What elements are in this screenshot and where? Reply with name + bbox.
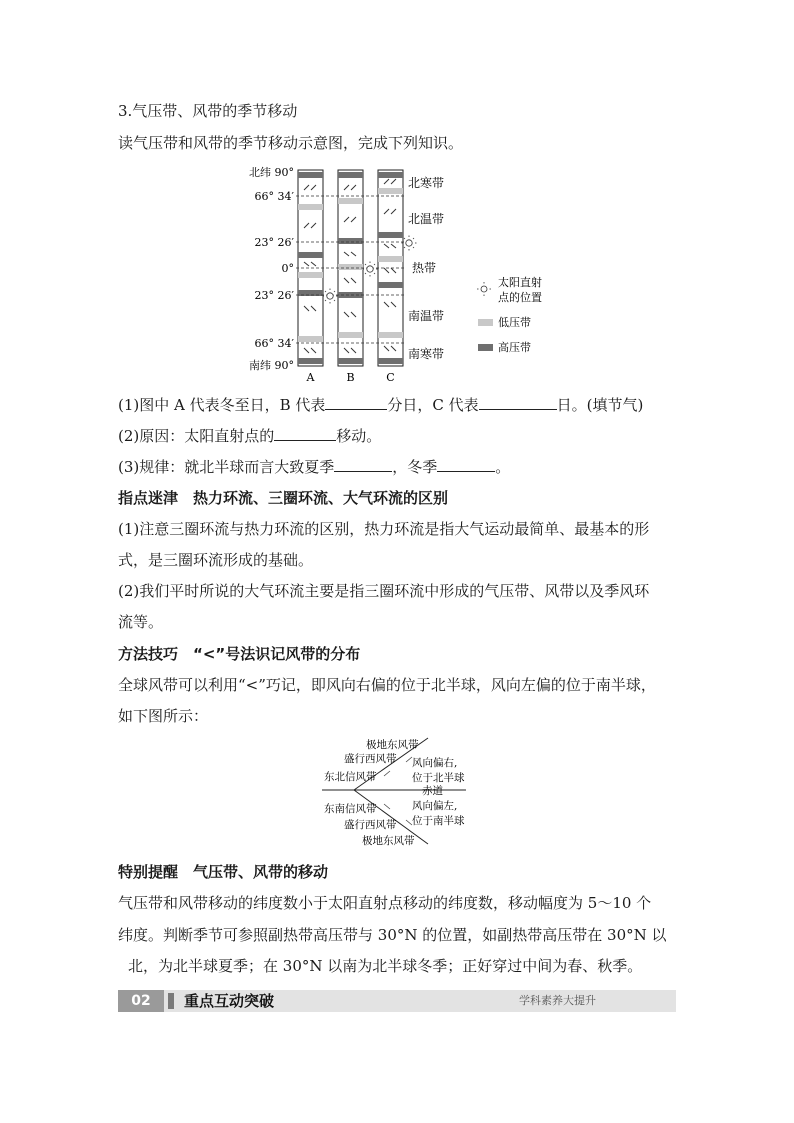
tip2-line2: 如下图所示： [118, 707, 209, 725]
sun-icon [363, 262, 378, 277]
section-heading: 3.气压带、风带的季节移动 [118, 102, 298, 120]
q3-part-c: 。 [495, 458, 511, 476]
se-trade-winds: 东南信风带 [324, 803, 377, 815]
tip1-p1-line2: 式，是三圈环流形成的基础。 [118, 551, 314, 569]
q1-part-a: (1)图中 A 代表冬至日，B 代表 [118, 396, 326, 414]
tip2-line1: 全球风带可以利用“<”巧记，即风向右偏的位于北半球，风向左偏的位于南半球， [118, 676, 656, 694]
answer-blank[interactable] [334, 457, 392, 472]
equator-label: 赤道 [422, 785, 443, 797]
northern-hemisphere-label: 位于北半球 [412, 772, 465, 784]
tip1-p2-line1: (2)我们平时所说的大气环流主要是指三圈环流中形成的气压带、风带以及季风环 [118, 582, 650, 600]
ne-trade-winds: 东北信风带 [324, 771, 377, 783]
legend-high-label: 高压带 [498, 341, 531, 354]
n-polar-easterlies: 极地东风带 [366, 739, 419, 751]
n-westerlies: 盛行西风带 [344, 753, 397, 765]
q3-part-b: ，冬季 [392, 458, 438, 476]
section-number: 02 [118, 990, 164, 1012]
column-c [378, 170, 403, 384]
tip2-title: 方法技巧 “<”号法识记风带的分布 [118, 645, 361, 663]
right-deflect-label: 风向偏右, [412, 757, 458, 769]
legend-sun-line1: 太阳直射 [498, 276, 542, 289]
lat-label-n66: 66° 34′ [254, 190, 294, 203]
s-polar-easterlies: 极地东风带 [362, 835, 415, 847]
legend-low-label: 低压带 [498, 316, 531, 329]
lat-label-s90: 南纬 90° [249, 359, 294, 372]
column-b [338, 170, 363, 384]
zone-label-n-frigid: 北寒带 [408, 176, 445, 190]
lat-label-0: 0° [281, 262, 294, 275]
lat-label-s66: 66° 34′ [254, 337, 294, 350]
legend-sun-line2: 点的位置 [498, 291, 542, 304]
zone-label-s-frigid: 南寒带 [408, 347, 445, 361]
tip1-title: 指点迷津 热力环流、三圈环流、大气环流的区别 [118, 489, 449, 507]
column-a [298, 170, 323, 384]
wind-belt-lt-diagram [318, 732, 488, 850]
section-title: 重点互动突破 [184, 992, 275, 1010]
answer-blank[interactable] [437, 457, 495, 472]
southern-hemisphere-label: 位于南半球 [412, 815, 465, 827]
lat-label-n23: 23° 26′ [254, 236, 294, 249]
question-2 [118, 426, 381, 446]
legend [477, 275, 542, 354]
zone-label-n-temperate: 北温带 [408, 212, 445, 226]
tip3-line2: 纬度。判断季节可参照副热带高压带与 30°N 的位置，如副热带高压带在 30°N 以 [118, 926, 667, 944]
q2-part-b: 移动。 [336, 427, 382, 445]
legend-sun-icon [477, 282, 491, 296]
question-1 [118, 395, 643, 415]
section-subtitle: 学科素养大提升 [519, 994, 596, 1007]
q1-part-b: 分日，C 代表 [387, 396, 479, 414]
q1-part-c: 日。(填节气) [556, 396, 644, 414]
q3-part-a: (3)规律：就北半球而言大致夏季 [118, 458, 335, 476]
s-westerlies: 盛行西风带 [344, 819, 397, 831]
column-a-label: A [306, 371, 315, 384]
tip1-p1-line1: (1)注意三圈环流与热力环流的区别，热力环流是指大气运动最简单、最基本的形 [118, 520, 650, 538]
legend-low-swatch [478, 319, 493, 326]
intro-text: 读气压带和风带的季节移动示意图，完成下列知识。 [118, 134, 464, 152]
legend-high-swatch [478, 344, 493, 351]
column-b-label: B [346, 371, 355, 384]
sun-icon [323, 289, 338, 304]
sun-icon [402, 236, 417, 251]
zone-label-s-temperate: 南温带 [408, 309, 445, 323]
column-c-label: C [386, 371, 395, 384]
lat-label-n90: 北纬 90° [249, 166, 294, 179]
tip3-line1: 气压带和风带移动的纬度数小于太阳直射点移动的纬度数，移动幅度为 5～10 个 [118, 894, 652, 912]
q2-part-a: (2)原因：太阳直射点的 [118, 427, 275, 445]
section-separator [168, 993, 174, 1009]
tip3-line3: 北，为北半球夏季；在 30°N 以南为北半球冬季；正好穿过中间为春、秋季。 [128, 957, 643, 975]
answer-blank[interactable] [274, 426, 336, 441]
answer-blank[interactable] [479, 395, 557, 410]
tip3-title: 特别提醒 气压带、风带的移动 [118, 863, 329, 881]
left-deflect-label: 风向偏左, [412, 800, 458, 812]
answer-blank[interactable] [325, 395, 387, 410]
question-3 [118, 457, 510, 477]
section-bar [118, 990, 676, 1012]
tip1-p2-line2: 流等。 [118, 613, 164, 631]
lat-label-s23: 23° 26′ [254, 289, 294, 302]
zone-label-tropical: 热带 [412, 261, 437, 275]
belt-shift-diagram [240, 160, 570, 386]
